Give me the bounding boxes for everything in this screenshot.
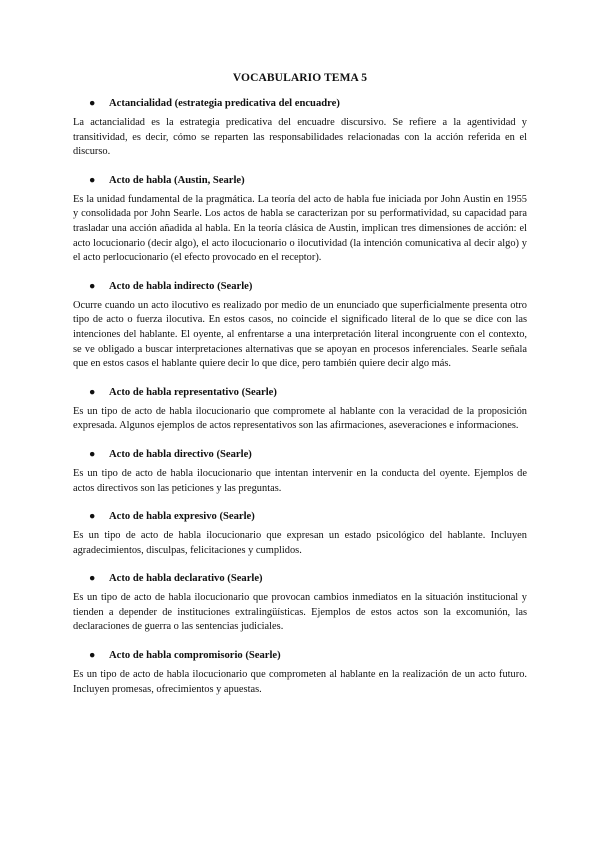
term-entry bbox=[73, 97, 527, 160]
term-heading-text: Acto de habla representativo (Searle) bbox=[109, 386, 277, 398]
term-entry bbox=[73, 649, 527, 697]
bullet-icon: ● bbox=[89, 511, 96, 523]
term-heading-text: Acto de habla directivo (Searle) bbox=[109, 448, 252, 460]
bullet-icon: ● bbox=[89, 650, 96, 662]
term-definition: La actancialidad es la estrategia predicativa del encuadre discursivo. Se refiere a la agentividad y transitividad, es decir, cómo se reparten las responsabilidades relacionadas con la acción referida en el discurso. bbox=[73, 117, 527, 158]
bullet-icon: ● bbox=[89, 386, 96, 398]
term-definition: Es un tipo de acto de habla ilocucionario que comprometen al hablante en la realización de un acto futuro. Incluyen promesas, ofrecimientos y apuestas. bbox=[73, 669, 527, 695]
term-heading bbox=[73, 386, 527, 399]
term-definition: Es un tipo de acto de habla ilocucionario que expresan un estado psicológico del hablante. Incluyen agradecimientos, disculpas, felicitaciones y cumplidos. bbox=[73, 530, 527, 556]
term-heading bbox=[73, 510, 527, 523]
document-title: VOCABULARIO TEMA 5 bbox=[232, 72, 368, 84]
term-heading-text: Acto de habla declarativo (Searle) bbox=[109, 573, 263, 585]
term-entry bbox=[73, 386, 527, 434]
term-heading bbox=[73, 649, 527, 662]
term-heading-text: Acto de habla (Austin, Searle) bbox=[109, 174, 245, 186]
term-definition: Es la unidad fundamental de la pragmática. La teoría del acto de habla fue iniciada por John Austin en 1955 y consolidada por John Searle. Los actos de habla se caracterizan por su performatividad, su capacidad para trasladar una acción añadida al habla. En la teoría clásica de Austin, implican tres dimensiones de acción: el acto locucionario (decir algo), el acto ilocucionario o ilocutividad (la intención comunicativa al decir algo) y el acto perlocucionario (el efecto provocado en el receptor). bbox=[73, 193, 527, 264]
term-heading-text: Acto de habla expresivo (Searle) bbox=[109, 511, 255, 523]
bullet-icon: ● bbox=[89, 98, 96, 109]
term-heading bbox=[73, 572, 527, 585]
term-definition: Ocurre cuando un acto ilocutivo es realizado por medio de un enunciado que superficialmente presenta otro tipo de acto o fuerza ilocutiva. En estos casos, no coincide el significado literal de lo que se dice con las intenciones del hablante. El oyente, al enfrentarse a una interpretación literal incongruente con el contexto, se ve obligado a buscar interpretaciones alternativas que se apoyan en procesos inferenciales. Searle señala que en estos casos el hablante quiere decir lo que dice, pero también quiere decir algo más. bbox=[73, 299, 527, 370]
term-entry bbox=[73, 448, 527, 496]
term-heading bbox=[73, 97, 527, 110]
term-entry bbox=[73, 572, 527, 635]
bullet-icon: ● bbox=[89, 448, 96, 460]
term-entry bbox=[73, 280, 527, 372]
term-heading bbox=[73, 174, 527, 187]
term-heading bbox=[73, 280, 527, 293]
bullet-icon: ● bbox=[89, 280, 96, 292]
term-definition: Es un tipo de acto de habla ilocucionario que provocan cambios inmediatos en la situación institucional y tienden a depender de instituciones extralingüísticas. Ejemplos de estos actos son la excomunión, las declaraciones de guerra o las sentencias judiciales. bbox=[73, 592, 527, 633]
term-heading-text: Acto de habla compromisorio (Searle) bbox=[109, 650, 281, 662]
term-definition: Es un tipo de acto de habla ilocucionario que intentan intervenir en la conducta del oyente. Ejemplos de actos directivos son las peticiones y las preguntas. bbox=[73, 467, 527, 494]
term-entry bbox=[73, 510, 527, 558]
term-entry bbox=[73, 174, 527, 266]
term-definition: Es un tipo de acto de habla ilocucionario que compromete al hablante con la veracidad de la proposición expresada. Algunos ejemplos de actos representativos son las afirmaciones, aseveraciones e informaciones. bbox=[73, 405, 527, 432]
term-heading-text: Actancialidad (estrategia predicativa del encuadre) bbox=[109, 98, 340, 109]
bullet-icon: ● bbox=[89, 174, 96, 186]
term-heading bbox=[73, 448, 527, 461]
term-heading-text: Acto de habla indirecto (Searle) bbox=[109, 280, 253, 292]
bullet-icon: ● bbox=[89, 573, 96, 585]
